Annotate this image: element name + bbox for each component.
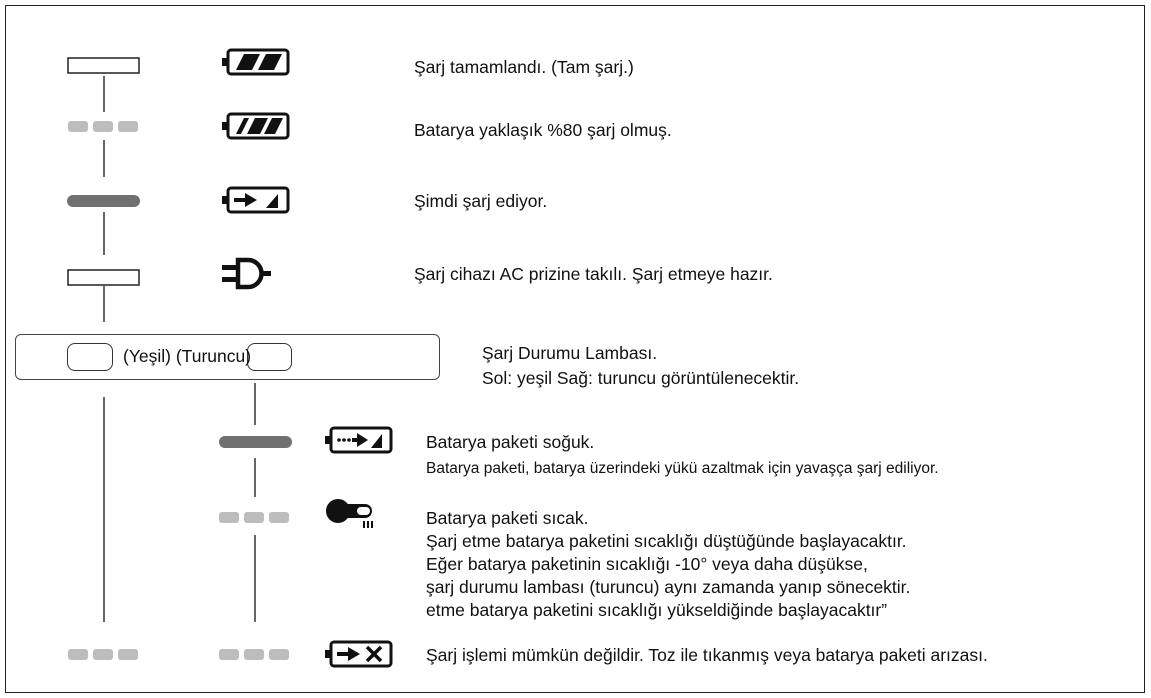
lamp-blinking (219, 512, 289, 523)
legend-orange-label-a: (Tur (175, 346, 208, 366)
legend-labels (123, 345, 251, 367)
battery-error-icon (325, 642, 391, 666)
row-text-cold-desc: Batarya paketi, batarya üzerindeki yükü azaltmak için yavaşça şarj ediliyor. (426, 460, 939, 477)
lamp-off (68, 270, 139, 285)
legend-orange-label-c: ncu) (217, 346, 252, 366)
row-text-ready: Şarj cihazı AC prizine takılı. Şarj etmeye hazır. (414, 264, 773, 284)
row-text-hot-2: Şarj etme batarya paketini sıcaklığı düştüğünde başlayacaktır. (426, 531, 907, 551)
orange-lamp-outline (247, 343, 292, 371)
ac-plug-icon (222, 260, 271, 287)
thermometer-hot-icon (326, 499, 373, 528)
battery-80-icon (222, 114, 288, 138)
row-text-cold-title: Batarya paketi soğuk. (426, 432, 595, 452)
row-text-hot-1: Batarya paketi sıcak. (426, 508, 589, 528)
battery-full-icon (222, 50, 288, 74)
row-text-charging: Şimdi şarj ediyor. (414, 191, 548, 211)
lamp-off (68, 58, 139, 73)
row-text-error: Şarj işlemi mümkün değildir. Toz ile tıkanmış veya batarya paketi arızası. (426, 645, 988, 665)
battery-charging-icon (222, 188, 288, 212)
legend-title: Şarj Durumu Lambası. (482, 343, 658, 363)
lamp-blinking (68, 649, 138, 660)
lamp-on (219, 436, 292, 448)
row-text-hot-5: etme batarya paketini sıcaklığı yükseldiğinde başlayacaktır” (426, 600, 888, 620)
green-lamp-outline (67, 343, 113, 371)
row-text-full: Şarj tamamlandı. (Tam şarj.) (414, 57, 634, 77)
row-text-hot-4: şarj durumu lambası (turuncu) aynı zamanda yanıp sönecektir. (426, 577, 911, 597)
lamp-blinking (68, 121, 138, 132)
lamp-blinking (219, 649, 289, 660)
lamp-on (67, 195, 140, 207)
legend-desc: Sol: yeşil Sağ: turuncu görüntülenecektir. (482, 368, 800, 388)
row-text-80: Batarya yaklaşık %80 şarj olmuş. (414, 120, 672, 140)
legend-orange-label-b: u (207, 346, 218, 366)
battery-slow-charge-icon (325, 428, 391, 452)
row-text-hot-3: Eğer batarya paketinin sıcaklığı -10° veya daha düşükse, (426, 554, 868, 574)
legend-green-label: (Yeşil) (123, 346, 171, 366)
